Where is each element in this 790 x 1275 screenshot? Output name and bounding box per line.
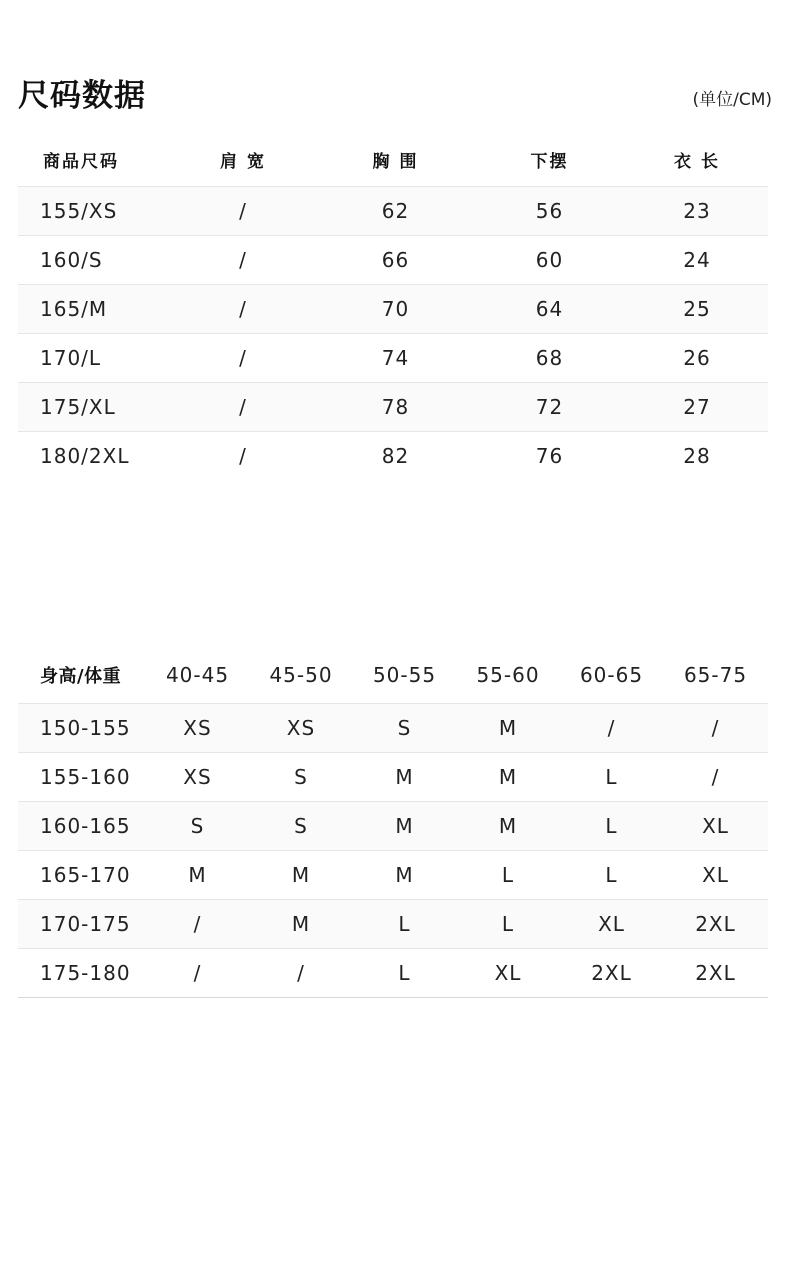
table-cell: S xyxy=(249,802,353,851)
table-row xyxy=(18,285,768,334)
header-cell: 40-45 xyxy=(165,663,230,687)
table-cell: XL xyxy=(456,949,560,998)
table-cell: L xyxy=(560,851,663,900)
table-cell: XS xyxy=(146,753,249,802)
header-cell: 65-75 xyxy=(683,663,748,687)
table-cell: 2XL xyxy=(663,949,768,998)
table-cell: L xyxy=(560,802,663,851)
row-label-cell: 175-180 xyxy=(18,949,146,998)
table-cell: M xyxy=(249,900,353,949)
table-row xyxy=(18,900,768,949)
table-cell: / xyxy=(168,432,318,481)
table-cell: M xyxy=(353,851,456,900)
table-cell: M xyxy=(249,851,353,900)
table-cell: S xyxy=(249,753,353,802)
row-label-cell: 155-160 xyxy=(18,753,146,802)
table-cell: 70 xyxy=(318,285,473,334)
table-cell: 2XL xyxy=(663,900,768,949)
table-cell: 23 xyxy=(626,187,768,236)
table-cell: 68 xyxy=(473,334,626,383)
table-cell: / xyxy=(560,704,663,753)
table-cell: 66 xyxy=(318,236,473,285)
table-cell: M xyxy=(456,802,560,851)
table-cell: 24 xyxy=(626,236,768,285)
header-cell: 身高/体重 xyxy=(40,666,122,687)
table-cell: XL xyxy=(663,851,768,900)
row-label-cell: 175/XL xyxy=(18,383,168,432)
table-cell: M xyxy=(456,753,560,802)
table-cell: 60 xyxy=(473,236,626,285)
table-cell: 2XL xyxy=(560,949,663,998)
table-cell: L xyxy=(560,753,663,802)
row-label-cell: 155/XS xyxy=(18,187,168,236)
table-cell: M xyxy=(146,851,249,900)
table-cell: / xyxy=(146,900,249,949)
table-cell: M xyxy=(456,704,560,753)
table-row xyxy=(18,949,768,998)
table-cell: / xyxy=(168,285,318,334)
table-cell: 28 xyxy=(626,432,768,481)
table-cell: / xyxy=(168,334,318,383)
table-cell: L xyxy=(456,851,560,900)
table-cell: 64 xyxy=(473,285,626,334)
table-cell: / xyxy=(168,383,318,432)
table-cell: / xyxy=(168,187,318,236)
table-row xyxy=(18,334,768,383)
header-cell: 下摆 xyxy=(530,151,569,172)
table-cell: L xyxy=(456,900,560,949)
header-cell: 商品尺码 xyxy=(43,151,119,172)
table-row xyxy=(18,753,768,802)
table-cell: L xyxy=(353,900,456,949)
table-row xyxy=(18,704,768,753)
row-label-cell: 170-175 xyxy=(18,900,146,949)
table-cell: 27 xyxy=(626,383,768,432)
table-cell: 56 xyxy=(473,187,626,236)
table-cell: M xyxy=(353,753,456,802)
table-row xyxy=(18,851,768,900)
table-cell: 62 xyxy=(318,187,473,236)
row-label-cell: 180/2XL xyxy=(18,432,168,481)
table-cell: / xyxy=(249,949,353,998)
table-cell: S xyxy=(353,704,456,753)
table-row xyxy=(18,432,768,481)
measurement-table xyxy=(18,132,768,480)
table-cell: L xyxy=(353,949,456,998)
table-cell: 78 xyxy=(318,383,473,432)
header-cell: 50-55 xyxy=(372,663,437,687)
table-cell: XS xyxy=(146,704,249,753)
table-cell: / xyxy=(168,236,318,285)
header-cell: 衣 长 xyxy=(674,151,720,172)
table-cell: 72 xyxy=(473,383,626,432)
table-cell: / xyxy=(663,753,768,802)
table-row xyxy=(18,383,768,432)
row-label-cell: 160/S xyxy=(18,236,168,285)
table-cell: S xyxy=(146,802,249,851)
unit-label: (单位/CM) xyxy=(692,90,772,110)
page-title: 尺码数据 xyxy=(18,78,146,114)
table-cell: 74 xyxy=(318,334,473,383)
header-cell: 60-65 xyxy=(579,663,644,687)
row-label-cell: 150-155 xyxy=(18,704,146,753)
table-cell: / xyxy=(663,704,768,753)
table-row xyxy=(18,802,768,851)
table-cell: 76 xyxy=(473,432,626,481)
table-row xyxy=(18,187,768,236)
row-label-cell: 160-165 xyxy=(18,802,146,851)
row-label-cell: 165/M xyxy=(18,285,168,334)
table-cell: 82 xyxy=(318,432,473,481)
table-cell: / xyxy=(146,949,249,998)
header-cell: 45-50 xyxy=(269,663,333,687)
table-cell: XL xyxy=(663,802,768,851)
table-row xyxy=(18,236,768,285)
table-cell: 26 xyxy=(626,334,768,383)
row-label-cell: 170/L xyxy=(18,334,168,383)
size-recommendation-table xyxy=(18,647,768,998)
table-header-row xyxy=(18,647,768,704)
table-cell: M xyxy=(353,802,456,851)
table-header-row xyxy=(18,132,768,187)
table-cell: XL xyxy=(560,900,663,949)
row-label-cell: 165-170 xyxy=(18,851,146,900)
header-cell: 55-60 xyxy=(476,663,540,687)
table-cell: 25 xyxy=(626,285,768,334)
header-cell: 肩 宽 xyxy=(220,151,266,172)
table-cell: XS xyxy=(249,704,353,753)
header-cell: 胸 围 xyxy=(372,151,419,172)
